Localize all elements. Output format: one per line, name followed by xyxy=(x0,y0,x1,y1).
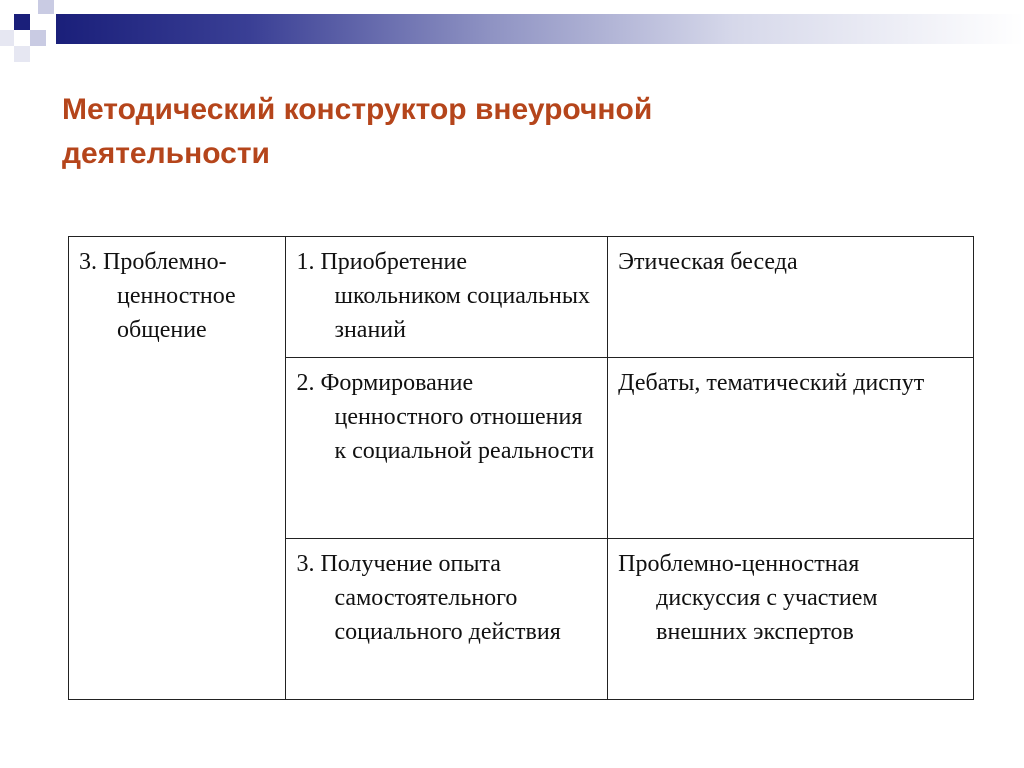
outcome-text: 1. Приобретение школьником социальных знаний xyxy=(296,249,590,343)
table-row xyxy=(69,237,974,358)
outcome-cell xyxy=(286,237,608,358)
outcome-cell xyxy=(286,358,608,539)
form-text: Дебаты, тематический диспут xyxy=(618,370,925,396)
form-cell xyxy=(608,237,974,358)
category-text: 3. Проблемно-ценностное общение xyxy=(79,249,236,343)
outcome-text: 3. Получение опыта самостоятельного социального действия xyxy=(296,551,561,645)
slide-title: Методический конструктор внеурочной деятельности xyxy=(62,93,653,170)
decorative-square xyxy=(0,30,14,46)
category-cell xyxy=(69,237,286,700)
form-text: Этическая беседа xyxy=(618,249,798,275)
form-cell xyxy=(608,539,974,700)
header-gradient-band xyxy=(56,14,1024,44)
decorative-square xyxy=(14,14,30,30)
content-table xyxy=(68,236,974,700)
decorative-square xyxy=(30,30,46,46)
decorative-square xyxy=(38,0,54,14)
outcome-text: 2. Формирование ценностного отношения к социальной реальности xyxy=(296,370,595,464)
outcome-cell xyxy=(286,539,608,700)
form-cell xyxy=(608,358,974,539)
form-text: Проблемно-ценностная дискуссия с участием внешних экспертов xyxy=(618,551,878,645)
decorative-square xyxy=(14,46,30,62)
